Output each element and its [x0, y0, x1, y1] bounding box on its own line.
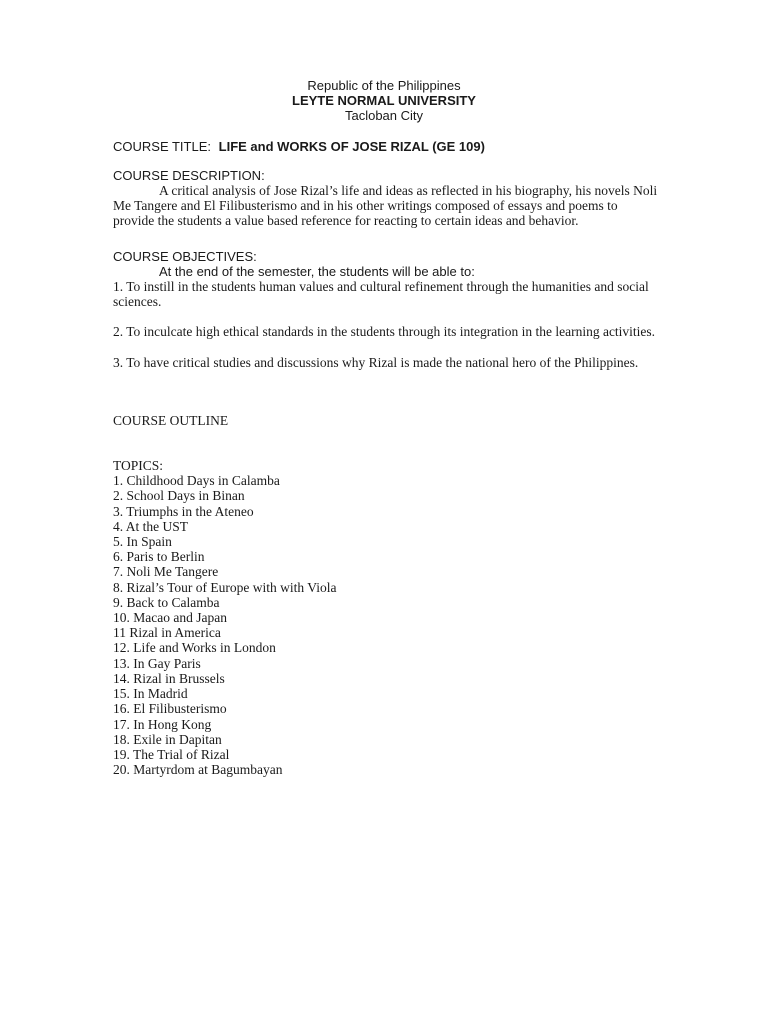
city-line: Tacloban City	[344, 108, 424, 124]
topic-item: 9. Back to Calamba	[113, 594, 220, 610]
university-name: LEYTE NORMAL UNIVERSITY	[292, 93, 476, 109]
country-line: Republic of the Philippines	[307, 78, 461, 93]
topic-list	[113, 473, 660, 777]
topic-item: 19. The Trial of Rizal	[113, 746, 230, 762]
objective-item: 1. To instill in the students human values and cultural refinement through the humanities and social sciences.	[113, 279, 649, 310]
topic-item: 12. Life and Works in London	[113, 640, 276, 656]
objectives-intro: At the end of the semester, the students will be able to:	[159, 263, 475, 279]
document-header	[108, 78, 660, 124]
course-title-row	[113, 139, 660, 154]
topic-item: 18. Exile in Dapitan	[113, 731, 222, 747]
course-title-label: COURSE TITLE:	[113, 138, 212, 154]
topic-item: 14. Rizal in Brussels	[113, 670, 225, 686]
topic-item: 11 Rizal in America	[113, 625, 221, 641]
topic-item: 16. El Filibusterismo	[113, 701, 227, 717]
course-description-text: A critical analysis of Jose Rizal’s life and ideas as reflected in his biography, his novels Noli Me Tangere and El Filibusterismo and in his other writings composed of essays and poems to provide the students a value based reference for reacting to certain ideas and behavior.	[113, 183, 658, 229]
topic-item: 13. In Gay Paris	[113, 655, 201, 671]
course-title-value: LIFE and WORKS OF JOSE RIZAL (GE 109)	[218, 138, 485, 154]
topic-item: 7. Noli Me Tangere	[113, 564, 219, 580]
topic-item: 4. At the UST	[113, 518, 189, 534]
topic-item: 5. In Spain	[113, 534, 172, 550]
topic-item: 17. In Hong Kong	[113, 716, 212, 732]
objective-item: 3. To have critical studies and discussions why Rizal is made the national hero of the Philippines.	[113, 354, 639, 370]
topic-item: 15. In Madrid	[113, 686, 188, 702]
course-outline-label: COURSE OUTLINE	[113, 412, 229, 428]
topic-item: 6. Paris to Berlin	[113, 549, 205, 565]
course-description-label: COURSE DESCRIPTION:	[113, 167, 265, 183]
topic-item: 2. School Days in Binan	[113, 488, 245, 504]
topics-label: TOPICS:	[113, 458, 164, 474]
topic-item: 1. Childhood Days in Calamba	[113, 473, 280, 489]
objective-item: 2. To inculcate high ethical standards in the students through its integration in the learning activities.	[113, 324, 656, 340]
topic-item: 8. Rizal’s Tour of Europe with with Viola	[113, 579, 337, 595]
topic-item: 20. Martyrdom at Bagumbayan	[113, 762, 283, 778]
topic-item: 10. Macao and Japan	[113, 610, 227, 626]
topic-item: 3. Triumphs in the Ateneo	[113, 503, 254, 519]
course-objectives-label: COURSE OBJECTIVES:	[113, 248, 257, 264]
